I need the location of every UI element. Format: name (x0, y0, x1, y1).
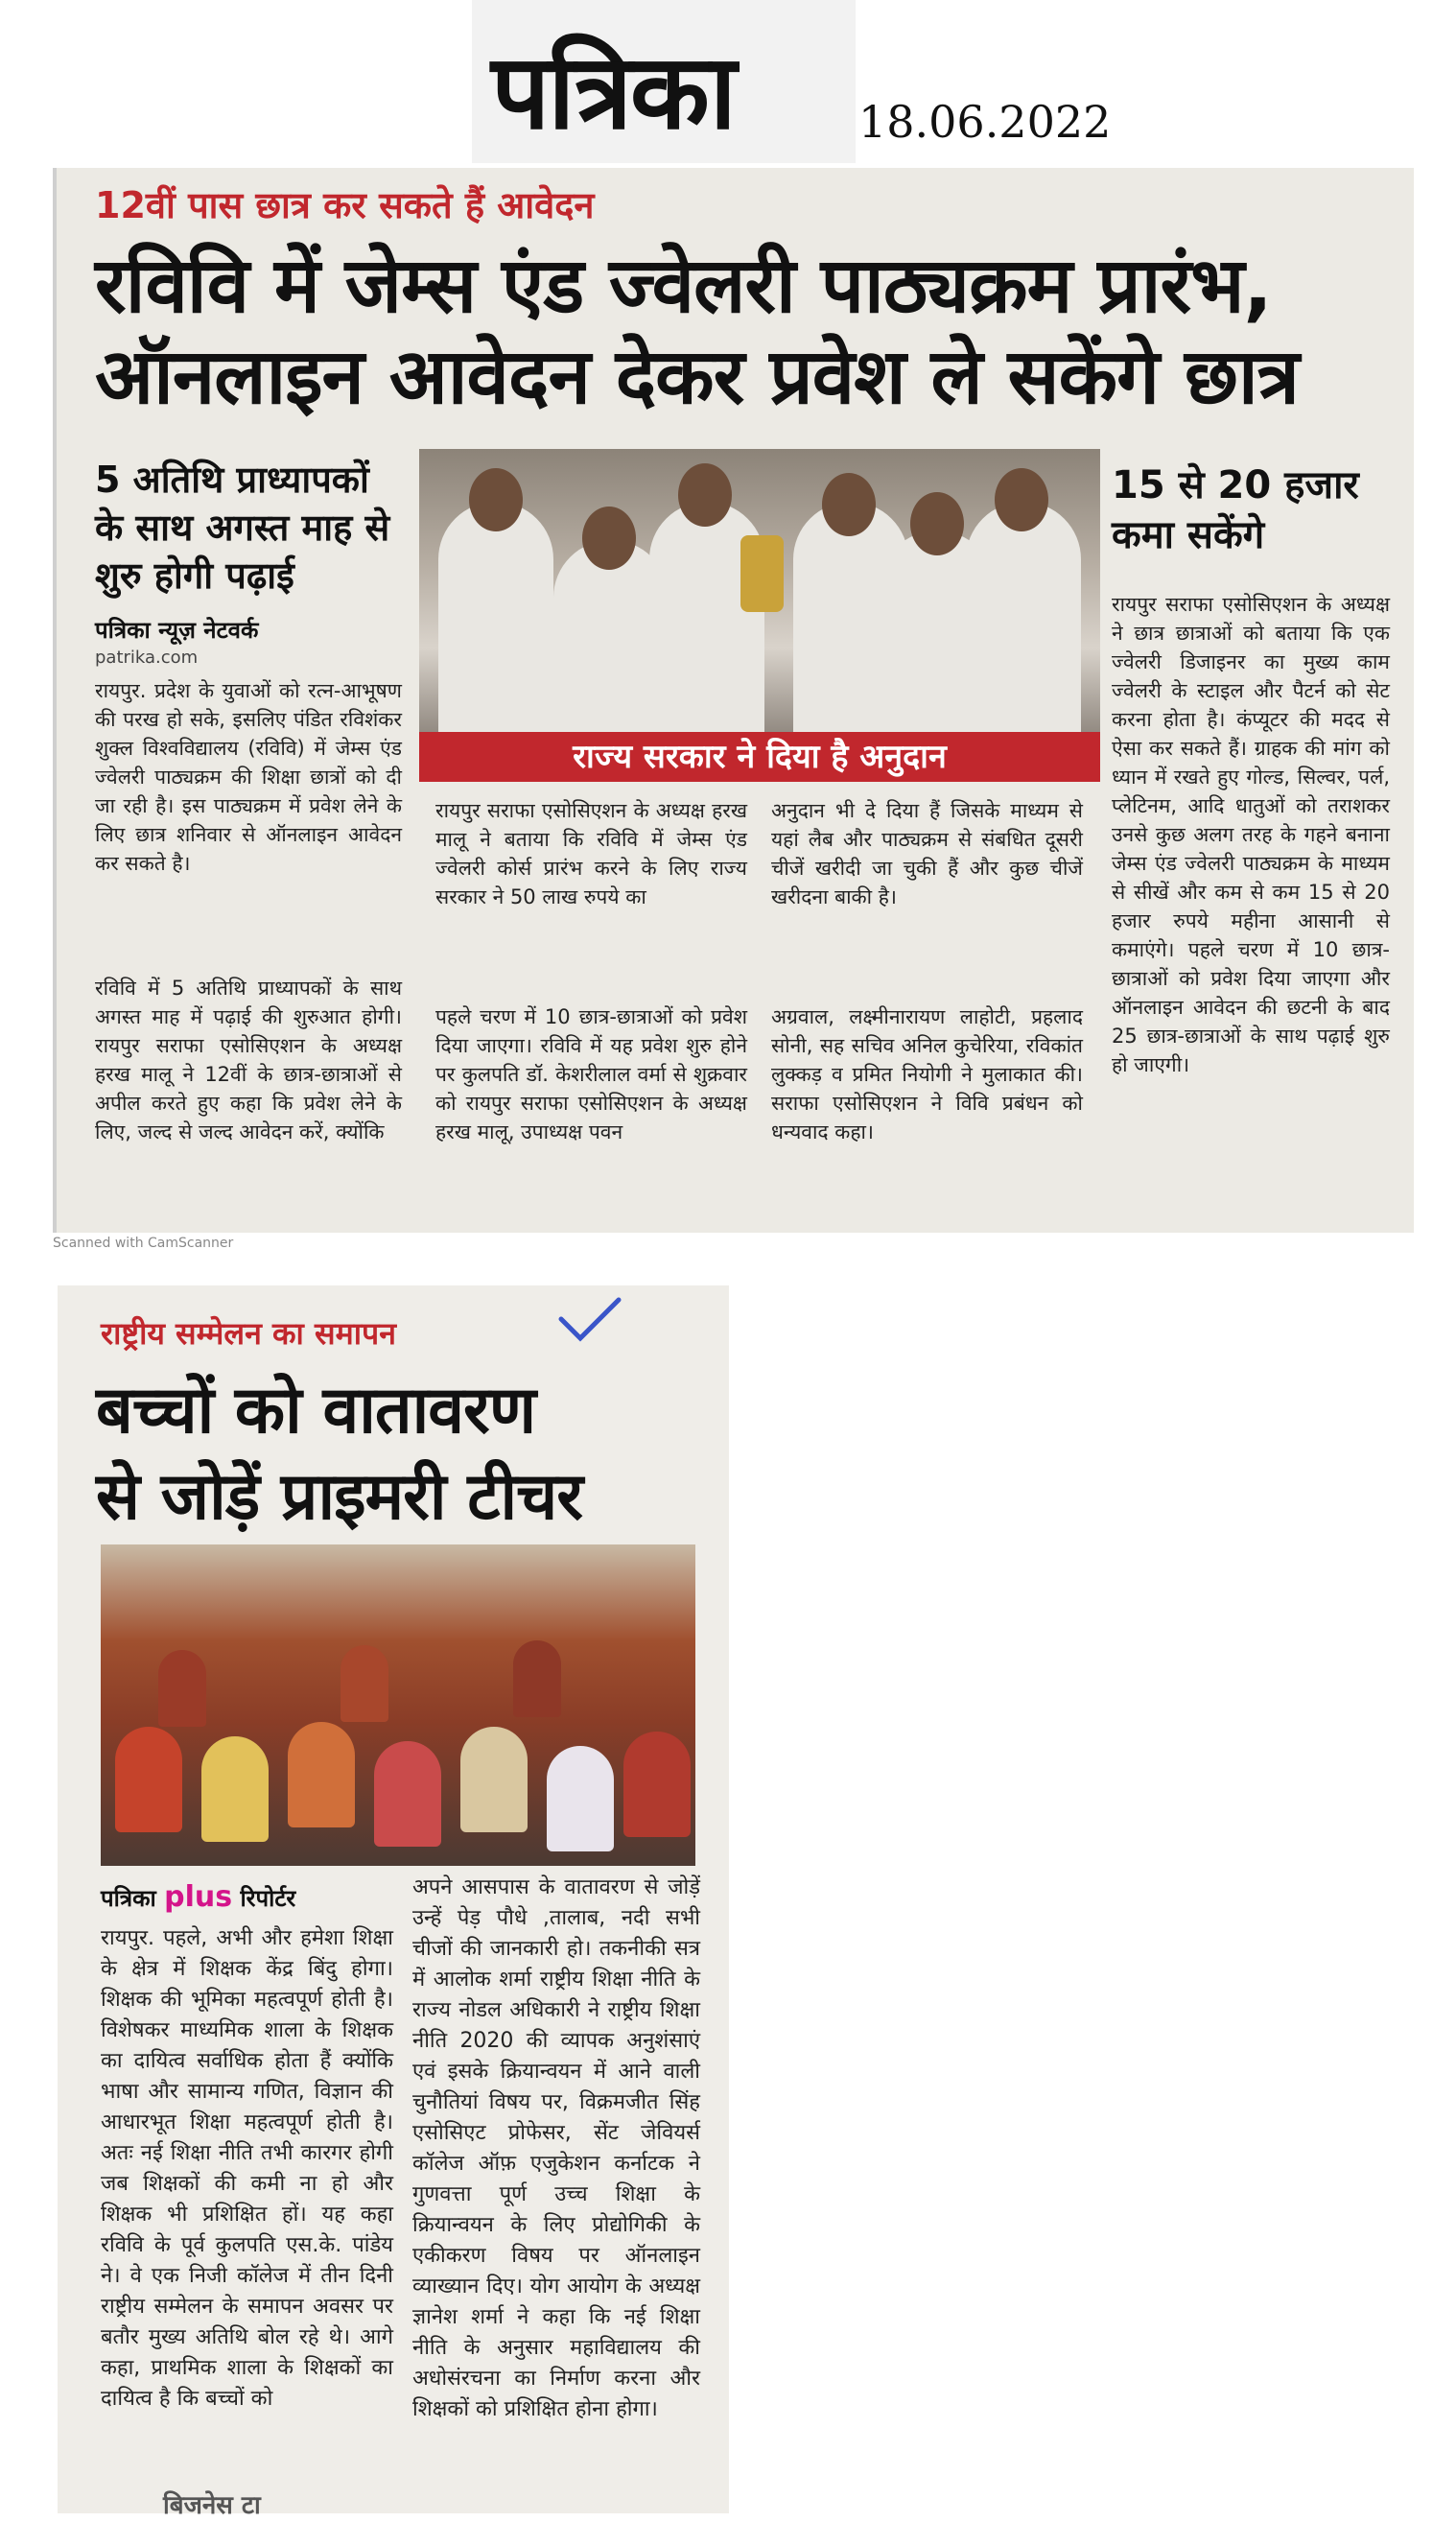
middle-column-3: पहले चरण में 10 छात्र-छात्राओं को प्रवेश दिया जाएगा। रविवि में यह प्रवेश शुरु होने पर कुलपति डॉ. केशरीलाल वर्मा से शुक्रवार को रायपुर सराफा एसोसिएशन के अध्यक्ष हरख मालू, उपाध्यक्ष पवन (435, 1005, 747, 1143)
left-paragraph-1: रायपुर. प्रदेश के युवाओं को रत्न-आभूषण की परख हो सके, इसलिए पंडित रविशंकर शुक्ल विश्वविद्यालय (रविवि) में जेम्स एंड ज्वेलरी पाठ्यक्रम की शिक्षा छात्रों को दी जा रही है। इस पाठ्यक्रम में प्रवेश लेने के लिए छात्र शनिवार से ऑनलाइन आवेदन कर सकते है। (95, 679, 402, 875)
newspaper-logo: पत्रिका (491, 33, 735, 153)
byline-website: patrika.com (95, 648, 199, 668)
news-clipping-jewellery-course (53, 168, 1414, 1233)
edition-date: 18.06.2022 (858, 96, 1112, 148)
article-kicker: राष्ट्रीय सम्मेलन का समापन (101, 1315, 396, 1352)
left-subhead: 5 अतिथि प्राध्यापकों के साथ अगस्त माह से शुरु होगी पढ़ाई (95, 459, 390, 597)
right-paragraph: रायपुर सराफा एसोसिएशन के अध्यक्ष ने छात्र छात्राओं को बताया कि एक ज्वेलरी डिजाइनर का मुख्य काम ज्वेलरी के स्टाइल और पैटर्न को सेट करना होता है। कंप्यूटर की मदद से ऐसा कर सकते हैं। ग्राहक की मांग को ध्यान में रखते हुए गोल्ड, सिल्वर, पर्ल, प्लेटिनम, आदि धातुओं को तराशकर उनसे कुछ अलग तरह के गहने बनाना जेम्स एंड ज्वेलरी पाठ्यक्रम के माध्यम से सीखें और कम से कम 15 से 20 हजार रुपये महीना आसानी से कमाएंगे। पहले चरण में 10 छात्र-छात्राओं को प्रवेश दिया जाएगा और ऑनलाइन आवेदन की छटनी के बाद 25 छात्र-छात्राओं के साथ पढ़ाई शुरु हो जाएगी। (1112, 593, 1390, 1076)
article-headline-line1: रविवि में जेम्स एंड ज्वेलरी पाठ्यक्रम प्रारंभ, (95, 241, 1272, 330)
column-2: अपने आसपास के वातावरण से जोड़ें उन्हें पेड़ पौधे ,तालाब, नदी सभी चीजों की जानकारी हो। तकनीकी सत्र में आलोक शर्मा राष्ट्रीय शिक्षा नीति के राज्य नोडल अधिकारी ने राष्ट्रीय शिक्षा नीति 2020 की व्यापक अनुशंसाएं एवं इसके क्रियान्वयन में आने वाली चुनौतियां विषय पर, विक्रमजीत सिंह एसोसिएट प्रोफेसर, सेंट जेवियर्स कॉलेज ऑफ़ एजुकेशन कर्नाटक ने गुणवत्ता पूर्ण उच्च शिक्षा के क्रियान्वयन के लिए प्रोद्योगिकी के एकीकरण विषय पर ऑनलाइन व्याख्यान दिए। योग आयोग के अध्यक्ष ज्ञानेश शर्मा ने कहा कि नई शिक्षा नीति के अनुसार महाविद्यालय की अधोसंरचना का निर्माण करना और शिक्षकों को प्रशिक्षित होना होगा। (412, 1875, 700, 2421)
conference-audience-photo (101, 1544, 695, 1866)
article-headline-line2: से जोड़ें प्राइमरी टीचर (96, 1459, 583, 1535)
news-clipping-teachers-conference (58, 1285, 729, 2520)
middle-column-4: अग्रवाल, लक्ष्मीनारायण लाहोटी, प्रहलाद सोनी, सह सचिव अनिल कुचेरिया, रविकांत लुक्कड़ व प्रमित नियोगी ने मुलाकात की। सराफा एसोसिएशन ने विवि प्रबंधन को धन्यवाद कहा। (771, 1005, 1083, 1143)
right-subhead: 15 से 20 हजार कमा सकेंगे (1112, 463, 1359, 557)
award-ceremony-photo (419, 449, 1100, 780)
column-1: रायपुर. पहले, अभी और हमेशा शिक्षा के क्षेत्र में शिक्षक केंद्र बिंदु होगा। शिक्षक की भूमिका महत्वपूर्ण होती है। विशेषकर माध्यमिक शाला के शिक्षक का दायित्व सर्वाधिक होता हैं क्योंकि भाषा और सामान्य गणित, विज्ञान की आधारभूत शिक्षा महत्वपूर्ण होती है। अतः नई शिक्षा नीति तभी कारगर होगी जब शिक्षकों की कमी ना हो और शिक्षक भी प्रशिक्षित हों। यह कहा रविवि के पूर्व कुलपति एस.के. पांडेय ने। वे एक निजी कॉलेज में तीन दिनी राष्ट्रीय सम्मेलन के समापन अवसर पर बतौर मुख्य अतिथि बोल रहे थे। आगे कहा, प्राथमिक शाला के शिक्षकों का दायित्व है कि बच्चों को (101, 1926, 393, 2411)
scanner-watermark: Scanned with CamScanner (53, 1236, 234, 1251)
article-kicker: 12वीं पास छात्र कर सकते हैं आवेदन (95, 184, 595, 226)
left-paragraph-2: रविवि में 5 अतिथि प्राध्यापकों के साथ अगस्त माह में पढ़ाई की शुरुआत होगी। रायपुर सराफा एसोसिएशन के अध्यक्ष हरख मालू ने 12वीं के छात्र-छात्राओं से अपील करते हुए कहा कि प्रवेश लेने के लिए, जल्द से जल्द आवेदन करें, क्योंकि (95, 977, 402, 1143)
byline-suffix: रिपोर्टर (240, 1885, 296, 1912)
byline-prefix: पत्रिका (101, 1885, 156, 1912)
article-headline-line1: बच्चों को वातावरण (96, 1373, 536, 1449)
checkmark-icon (556, 1295, 623, 1343)
middle-column-2: अनुदान भी दे दिया हैं जिसके माध्यम से यहां लैब और पाठ्यक्रम से संबधित दूसरी चीजें खरीदी जा चुकी हैं और कुछ चीजें खरीदना बाकी है। (771, 799, 1083, 908)
plus-logo: plus (164, 1880, 233, 1914)
byline: पत्रिका न्यूज़ नेटवर्क (95, 617, 259, 644)
middle-column-1: रायपुर सराफा एसोसिएशन के अध्यक्ष हरख मालू ने बताया कि रविवि में जेम्स एंड ज्वेलरी कोर्स प्रारंभ करने के लिए राज्य सरकार ने 50 लाख रुपये का (435, 799, 747, 908)
article-headline-line2: ऑनलाइन आवेदन देकर प्रवेश ले सकेंगे छात्र (95, 332, 1299, 421)
trophy-icon (740, 535, 784, 612)
newspaper-masthead (472, 0, 856, 163)
next-article-fragment: बिजनेस टा (163, 2491, 261, 2520)
photo-caption-bar: राज्य सरकार ने दिया है अनुदान (419, 732, 1100, 782)
byline (101, 1880, 295, 1914)
